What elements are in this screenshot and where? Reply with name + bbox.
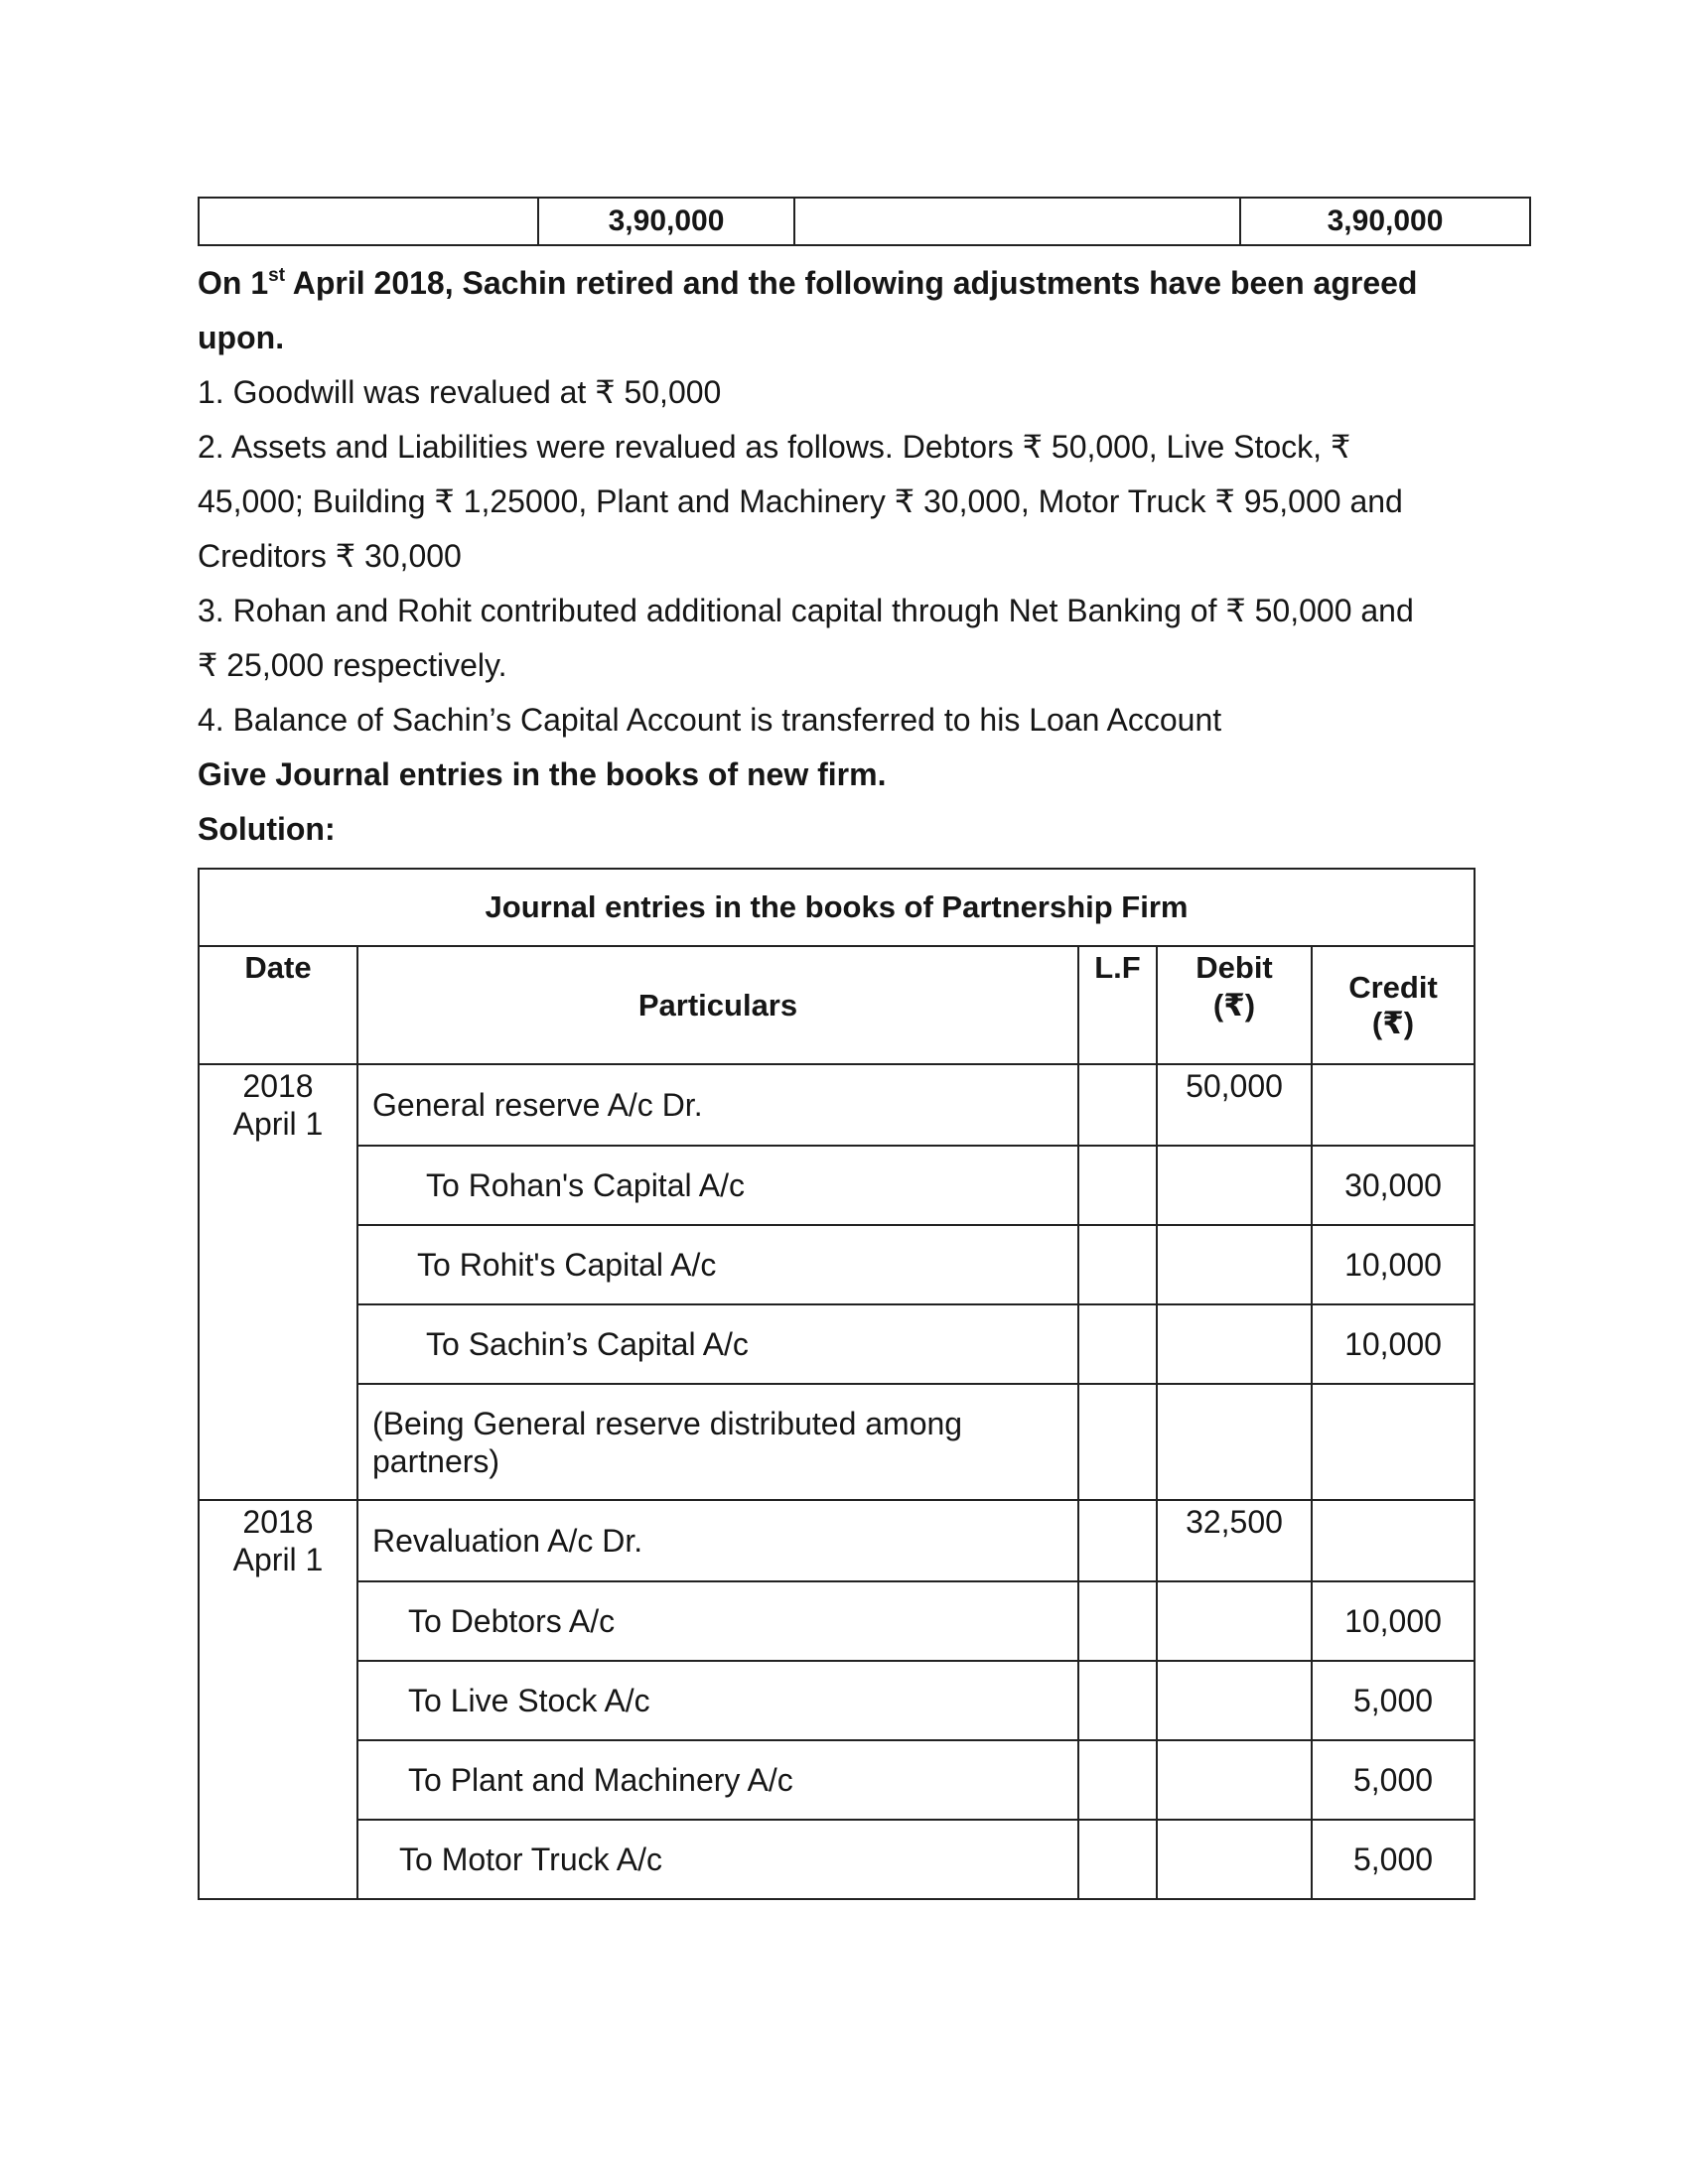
entry-date-year: 2018 — [242, 1504, 314, 1540]
particulars-cell: To Plant and Machinery A/c — [357, 1740, 1078, 1820]
lf-cell — [1078, 1384, 1157, 1500]
credit-cell: 30,000 — [1312, 1146, 1475, 1225]
journal-row — [199, 1581, 1475, 1661]
journal-row — [199, 1384, 1475, 1500]
adjustment-line: 45,000; Building ₹ 1,25000, Plant and Machinery ₹ 30,000, Motor Truck ₹ 95,000 and — [198, 483, 1403, 519]
header-credit-label: Credit — [1348, 969, 1438, 1005]
adjustment-line: Creditors ₹ 30,000 — [198, 538, 462, 574]
header-lf: L.F — [1078, 946, 1157, 1064]
credit-cell: 10,000 — [1312, 1581, 1475, 1661]
particulars-cell: Revaluation A/c Dr. — [357, 1500, 1078, 1581]
narration-line: (Being General reserve distributed among — [372, 1405, 963, 1441]
header-particulars: Particulars — [357, 946, 1078, 1064]
lf-cell — [1078, 1740, 1157, 1820]
entry-date — [199, 1500, 357, 1899]
header-debit-unit: (₹) — [1212, 988, 1256, 1023]
intro-text: On 1 — [198, 265, 269, 301]
header-debit — [1157, 946, 1312, 1064]
intro-line-2: upon. — [198, 320, 285, 355]
debit-cell: 50,000 — [1157, 1064, 1312, 1146]
journal-title-row — [199, 869, 1475, 946]
journal-table — [198, 868, 1476, 1900]
adjustment-line: 1. Goodwill was revalued at ₹ 50,000 — [198, 374, 722, 410]
lf-cell — [1078, 1661, 1157, 1740]
journal-row — [199, 1661, 1475, 1740]
narration-cell — [357, 1384, 1078, 1500]
particulars-cell: To Sachin’s Capital A/c — [357, 1304, 1078, 1384]
credit-cell — [1312, 1384, 1475, 1500]
particulars-cell: To Motor Truck A/c — [357, 1820, 1078, 1899]
debit-cell — [1157, 1661, 1312, 1740]
debit-cell — [1157, 1740, 1312, 1820]
particulars-cell: To Live Stock A/c — [357, 1661, 1078, 1740]
debit-cell — [1157, 1225, 1312, 1304]
header-credit-unit: (₹) — [1371, 1005, 1415, 1040]
credit-cell: 10,000 — [1312, 1304, 1475, 1384]
credit-cell — [1312, 1064, 1475, 1146]
lf-cell — [1078, 1581, 1157, 1661]
credit-cell: 5,000 — [1312, 1740, 1475, 1820]
journal-row — [199, 1500, 1475, 1581]
totals-left-amount: 3,90,000 — [538, 198, 794, 245]
intro-superscript: st — [268, 265, 286, 286]
debit-cell: 32,500 — [1157, 1500, 1312, 1581]
narration-line: partners) — [372, 1442, 500, 1479]
credit-cell — [1312, 1500, 1475, 1581]
particulars-cell: To Rohit's Capital A/c — [357, 1225, 1078, 1304]
lf-cell — [1078, 1820, 1157, 1899]
debit-cell — [1157, 1146, 1312, 1225]
debit-cell — [1157, 1820, 1312, 1899]
instruction: Give Journal entries in the books of new firm. — [198, 756, 887, 792]
entry-date-year: 2018 — [242, 1068, 314, 1104]
entry-date — [199, 1064, 357, 1500]
header-credit — [1312, 946, 1475, 1064]
lf-cell — [1078, 1225, 1157, 1304]
totals-row — [199, 198, 1530, 245]
adjustment-line: 2. Assets and Liabilities were revalued as follows. Debtors ₹ 50,000, Live Stock, ₹ — [198, 429, 1351, 465]
totals-row-table — [198, 197, 1531, 246]
adjustment-line: ₹ 25,000 respectively. — [198, 647, 507, 683]
adjustment-line: 4. Balance of Sachin’s Capital Account is transferred to his Loan Account — [198, 702, 1222, 738]
totals-right-amount: 3,90,000 — [1240, 198, 1530, 245]
credit-cell: 5,000 — [1312, 1661, 1475, 1740]
header-debit-label: Debit — [1196, 950, 1273, 985]
journal-row — [199, 1146, 1475, 1225]
journal-row — [199, 1304, 1475, 1384]
journal-row — [199, 1064, 1475, 1146]
intro-text: April 2018, Sachin retired and the following adjustments have been agreed — [285, 265, 1418, 301]
header-date: Date — [199, 946, 357, 1064]
adjustment-line: 3. Rohan and Rohit contributed additional capital through Net Banking of ₹ 50,000 and — [198, 593, 1414, 628]
entry-date-day: April 1 — [232, 1542, 324, 1577]
totals-blank-cell — [794, 198, 1240, 245]
lf-cell — [1078, 1304, 1157, 1384]
journal-title: Journal entries in the books of Partnership Firm — [199, 869, 1475, 946]
entry-date-day: April 1 — [232, 1106, 324, 1142]
journal-row — [199, 1225, 1475, 1304]
particulars-cell: To Debtors A/c — [357, 1581, 1078, 1661]
particulars-cell: To Rohan's Capital A/c — [357, 1146, 1078, 1225]
totals-blank-cell — [199, 198, 538, 245]
credit-cell: 5,000 — [1312, 1820, 1475, 1899]
debit-cell — [1157, 1581, 1312, 1661]
intro-line-1 — [198, 256, 1528, 311]
journal-header-row — [199, 946, 1475, 1064]
credit-cell: 10,000 — [1312, 1225, 1475, 1304]
question-text — [198, 256, 1528, 857]
debit-cell — [1157, 1304, 1312, 1384]
lf-cell — [1078, 1146, 1157, 1225]
journal-row — [199, 1820, 1475, 1899]
debit-cell — [1157, 1384, 1312, 1500]
journal-row — [199, 1740, 1475, 1820]
lf-cell — [1078, 1064, 1157, 1146]
particulars-cell: General reserve A/c Dr. — [357, 1064, 1078, 1146]
solution-label: Solution: — [198, 811, 336, 847]
lf-cell — [1078, 1500, 1157, 1581]
